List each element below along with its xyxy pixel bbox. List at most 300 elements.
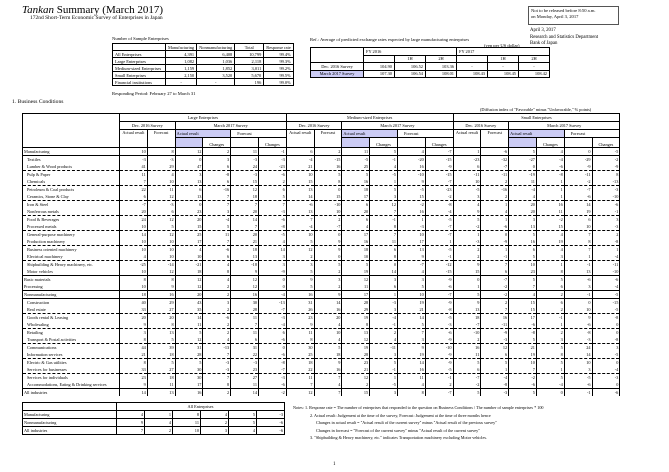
- table-row: [23, 246, 620, 254]
- cell: -23: [258, 163, 286, 171]
- cell: -18: [231, 261, 259, 269]
- cell: 108.45: [488, 70, 519, 78]
- cell: 3,011: [235, 65, 264, 72]
- cell: -6: [258, 171, 286, 179]
- cell: 10: [173, 427, 201, 435]
- page-subtitle: 172nd Short-Term Economic Survey of Enterprises in Japan: [30, 15, 163, 21]
- table-row: [23, 344, 620, 352]
- cell: 23: [175, 208, 203, 216]
- row-label: Business oriented machinery: [23, 246, 120, 254]
- table-row: [23, 291, 620, 299]
- cell: 4: [481, 208, 509, 216]
- cell: 13: [342, 329, 370, 337]
- cell: 9: [231, 268, 259, 276]
- cell: 2: [536, 329, 564, 337]
- cell: 28: [342, 351, 370, 359]
- cell: 5: [536, 374, 564, 382]
- cell: 21: [120, 351, 148, 359]
- section-title: 1. Business Conditions: [12, 99, 64, 105]
- row-label: Wholesaling: [23, 321, 120, 329]
- cell: -5: [370, 381, 398, 389]
- cell: Small Enterprises: [113, 72, 166, 79]
- row-label: Petroleum & Coal products: [23, 186, 120, 194]
- cell: 25: [175, 231, 203, 239]
- cell: 3: [201, 427, 229, 435]
- row-label: Processing: [23, 283, 120, 291]
- table-row: [23, 306, 620, 314]
- sample-table: [112, 43, 294, 86]
- cell: 5: [147, 359, 175, 367]
- forecast-header-current: Forecast: [397, 130, 453, 138]
- cell: 18: [147, 374, 175, 382]
- cell: 0: [258, 283, 286, 291]
- cell: 106.54: [395, 70, 426, 78]
- cell: 6: [342, 201, 370, 209]
- cell: -7: [453, 374, 481, 382]
- cell: 9: [286, 276, 314, 284]
- cell: -6: [481, 223, 509, 231]
- sample-col: Total: [235, 44, 264, 51]
- cell: 3: [175, 171, 203, 179]
- cell: -5: [453, 186, 481, 194]
- cell: 12: [286, 246, 314, 254]
- table-row: [23, 359, 620, 367]
- cell: -5: [397, 186, 425, 194]
- cell: 20: [175, 216, 203, 224]
- cell: 11: [342, 283, 370, 291]
- row-label: General-purpose machinery: [23, 231, 120, 239]
- cell: 10: [120, 223, 148, 231]
- cell: -5: [258, 231, 286, 239]
- cell: -8: [425, 306, 453, 314]
- cell: 10: [397, 231, 425, 239]
- group-medium: Medium-sized Enterprises: [286, 114, 453, 122]
- cell: 13: [286, 208, 314, 216]
- cell: 5: [397, 283, 425, 291]
- cell: 10: [314, 329, 342, 337]
- cell: 1: [453, 283, 481, 291]
- cell: -2: [453, 223, 481, 231]
- cell: 30: [286, 344, 314, 352]
- cell: 10: [120, 283, 148, 291]
- cell: 2,150: [166, 72, 197, 79]
- row-label: Services for individuals: [23, 374, 120, 382]
- cell: 16: [342, 238, 370, 246]
- cell: 3: [397, 336, 425, 344]
- cell: -7: [481, 276, 509, 284]
- table-row: [23, 231, 620, 239]
- cell: 1,852: [197, 65, 235, 72]
- cell: -20: [397, 156, 425, 164]
- cell: -1: [370, 216, 398, 224]
- responding-period: Responding Period: February 27 to March 31: [112, 91, 196, 96]
- cell: 1: [536, 321, 564, 329]
- cell: 14: [258, 246, 286, 254]
- cell: 0: [175, 156, 203, 164]
- cell: -9: [481, 329, 509, 337]
- cell: 14: [564, 201, 592, 209]
- cell: 7: [203, 193, 231, 201]
- cell: 5: [175, 359, 203, 367]
- cell: 7: [203, 238, 231, 246]
- cell: -8: [258, 223, 286, 231]
- cell: 7: [231, 223, 259, 231]
- cell: 5: [286, 283, 314, 291]
- cell: 2: [314, 283, 342, 291]
- cell: 2: [203, 148, 231, 156]
- cell: 29: [147, 299, 175, 307]
- cell: -6: [564, 276, 592, 284]
- row-label: Transport & Postal activities: [23, 336, 120, 344]
- cell: 2: [453, 246, 481, 254]
- cell: -9: [425, 276, 453, 284]
- cell: -: [197, 79, 235, 86]
- row-label: Electric & Gas utilities: [23, 359, 120, 367]
- cell: -5: [425, 246, 453, 254]
- cell: 12: [175, 276, 203, 284]
- release-notice: [528, 6, 619, 25]
- cell: 2: [536, 291, 564, 299]
- cell: 108.42: [519, 70, 550, 78]
- cell: 5: [453, 216, 481, 224]
- cell: 5: [314, 171, 342, 179]
- cell: 20: [147, 314, 175, 322]
- cell: -1: [564, 261, 592, 269]
- cell: 12: [231, 283, 259, 291]
- cell: 19: [397, 351, 425, 359]
- cell: 19: [509, 351, 537, 359]
- cell: 3: [370, 389, 398, 397]
- cell: -4: [536, 156, 564, 164]
- cell: 6: [342, 216, 370, 224]
- cell: 11: [231, 381, 259, 389]
- cell: 0: [592, 381, 620, 389]
- actual-result-header-current: Actual result: [175, 130, 231, 138]
- row-label: Services for businesses: [23, 366, 120, 374]
- group-small: Small Enterprises: [453, 114, 620, 122]
- cell: 18: [342, 186, 370, 194]
- cell: 27: [231, 374, 259, 382]
- cell: 17: [342, 291, 370, 299]
- note-2: 2. Actual result: Judgement at the time of the survey, Forecast: Judgement at the time of three months hence: [310, 412, 491, 418]
- cell: 24: [120, 216, 148, 224]
- cell: 2: [481, 178, 509, 186]
- table-row: [23, 163, 620, 171]
- actual-result-header: Actual result: [286, 130, 314, 148]
- cell: Medium-sized Enterprises: [113, 65, 166, 72]
- cell: -: [488, 63, 519, 71]
- note-2b: Changes in forecast = "Forecast of the current survey" minus "Actual result of the current survey": [316, 427, 480, 433]
- cell: -1: [564, 389, 592, 397]
- cell: 3: [370, 276, 398, 284]
- cell: -8: [592, 314, 620, 322]
- cell: 23: [342, 359, 370, 367]
- cell: -3: [258, 314, 286, 322]
- cell: 16: [231, 291, 259, 299]
- cell: 11: [286, 374, 314, 382]
- cell: 2: [203, 283, 231, 291]
- cell: 14: [120, 389, 148, 397]
- changes-header: Changes: [370, 138, 398, 148]
- actual-result-header: Actual result: [453, 130, 481, 148]
- cell: -1: [370, 156, 398, 164]
- cell: 7: [481, 306, 509, 314]
- cell: 11: [509, 178, 537, 186]
- cell: 20: [231, 231, 259, 239]
- cell: 1,036: [197, 58, 235, 65]
- cell: -7: [425, 291, 453, 299]
- cell: -9: [425, 163, 453, 171]
- cell: -16: [481, 186, 509, 194]
- cell: -10: [453, 329, 481, 337]
- cell: 14: [175, 314, 203, 322]
- cell: 18: [120, 291, 148, 299]
- cell: -5: [592, 148, 620, 156]
- cell: 9: [286, 321, 314, 329]
- cell: 10: [509, 261, 537, 269]
- cell: -16: [203, 186, 231, 194]
- table-row: [23, 216, 620, 224]
- cell: 0: [258, 344, 286, 352]
- row-label: Textiles: [23, 156, 120, 164]
- cell: 19: [564, 208, 592, 216]
- cell: 6: [564, 216, 592, 224]
- cell: 31: [231, 344, 259, 352]
- cell: 20: [342, 208, 370, 216]
- fx-corner: [311, 48, 364, 63]
- cell: -6: [564, 321, 592, 329]
- cell: -5: [425, 314, 453, 322]
- cell: 4: [397, 268, 425, 276]
- cell: -6: [286, 201, 314, 209]
- cell: 15: [175, 223, 203, 231]
- cell: 12: [342, 276, 370, 284]
- cell: 4: [536, 148, 564, 156]
- cell: 5: [370, 186, 398, 194]
- forecast-header-current: Forecast: [564, 130, 620, 138]
- table-row: [23, 208, 620, 216]
- cell: -9: [592, 163, 620, 171]
- cell: 5: [536, 276, 564, 284]
- cell: 5: [536, 359, 564, 367]
- table-row: [23, 381, 620, 389]
- changes-header: Changes: [258, 138, 286, 148]
- cell: 12: [342, 374, 370, 382]
- cell: 2: [536, 306, 564, 314]
- cell: 10: [509, 359, 537, 367]
- cell: 4: [203, 276, 231, 284]
- cell: 1: [564, 253, 592, 261]
- cell: 1: [536, 193, 564, 201]
- cell: -6: [592, 276, 620, 284]
- cell: -11: [481, 321, 509, 329]
- cell: 39: [147, 344, 175, 352]
- cell: -10: [397, 171, 425, 179]
- cell: 0: [536, 389, 564, 397]
- cell: 0: [481, 231, 509, 239]
- cell: -15: [314, 156, 342, 164]
- cell: 7: [231, 321, 259, 329]
- cell: 10: [342, 253, 370, 261]
- corner-cell: [23, 114, 120, 148]
- cell: -3: [231, 171, 259, 179]
- table-row: [23, 411, 285, 419]
- cell: 1: [536, 186, 564, 194]
- fx-label: Ref.: Average of predicted exchange rates expected by large manufacturing enterprises: [310, 37, 470, 42]
- cell: 9: [397, 178, 425, 186]
- cell: -5: [425, 216, 453, 224]
- cell: 9: [147, 283, 175, 291]
- cell: -5: [564, 374, 592, 382]
- cell: -1: [425, 253, 453, 261]
- cell: 11: [370, 238, 398, 246]
- mar-survey: March 2017 Survey: [175, 122, 286, 130]
- blank-cell: [564, 138, 592, 148]
- cell: 7: [509, 366, 537, 374]
- table-row: [23, 261, 620, 269]
- cell: -7: [425, 148, 453, 156]
- cell: 12: [147, 216, 175, 224]
- cell: 6: [536, 283, 564, 291]
- cell: 16: [314, 306, 342, 314]
- cell: -6: [257, 419, 285, 427]
- dec-survey: Dec. 2016 Survey: [286, 122, 342, 130]
- cell: 12: [231, 186, 259, 194]
- cell: 4: [342, 223, 370, 231]
- cell: 2: [481, 193, 509, 201]
- cell: 26: [286, 306, 314, 314]
- cell: 3: [203, 208, 231, 216]
- cell: -5: [425, 366, 453, 374]
- cell: 4: [509, 193, 537, 201]
- group-large: Large Enterprises: [120, 114, 287, 122]
- cell: 6: [120, 193, 148, 201]
- cell: 16: [397, 208, 425, 216]
- all-enterprises-header: All Enterprises: [117, 403, 285, 411]
- cell: All Enterprises: [113, 51, 166, 58]
- business-conditions-table: [22, 113, 620, 396]
- cell: -8: [536, 171, 564, 179]
- cell: -10: [314, 201, 342, 209]
- cell: -3: [147, 156, 175, 164]
- cell: -6: [509, 321, 537, 329]
- row-label: Information services: [23, 351, 120, 359]
- cell: 0: [592, 359, 620, 367]
- blank-cell: [397, 138, 425, 148]
- cell: -25: [120, 261, 148, 269]
- all-enterprises-table: [22, 402, 285, 435]
- cell: 30: [175, 374, 203, 382]
- cell: 3: [592, 344, 620, 352]
- cell: 7: [564, 246, 592, 254]
- cell: 0: [592, 321, 620, 329]
- cell: 2: [425, 381, 453, 389]
- cell: 11: [231, 329, 259, 337]
- cell: 6: [481, 268, 509, 276]
- table-row: [23, 329, 620, 337]
- cell: 108.43: [457, 70, 488, 78]
- cell: -14: [147, 261, 175, 269]
- cell: 10: [147, 253, 175, 261]
- cell: 10: [453, 178, 481, 186]
- cell: 8: [120, 276, 148, 284]
- cell: 8: [147, 321, 175, 329]
- cell: 3: [397, 276, 425, 284]
- cell: 7: [564, 231, 592, 239]
- cell: 11: [342, 148, 370, 156]
- cell: 18: [453, 314, 481, 322]
- organization: Bank of Japan: [530, 41, 558, 46]
- cell: 10: [120, 246, 148, 254]
- sample-label: Number of Sample Enterprises: [112, 36, 169, 41]
- cell: 5: [453, 291, 481, 299]
- cell: 6,408: [197, 51, 235, 58]
- cell: 5: [453, 389, 481, 397]
- cell: -7: [481, 163, 509, 171]
- cell: 6: [175, 186, 203, 194]
- cell: 6: [231, 336, 259, 344]
- highlight-cell: [175, 138, 203, 148]
- cell: 4: [117, 411, 145, 419]
- cell: 1: [370, 178, 398, 186]
- cell: 1: [536, 366, 564, 374]
- cell: 15: [509, 306, 537, 314]
- cell: 12: [175, 148, 203, 156]
- sample-row: [113, 65, 294, 72]
- cell: -6: [258, 336, 286, 344]
- cell: Financial institutions: [113, 79, 166, 86]
- cell: 3: [564, 366, 592, 374]
- cell: 5: [258, 193, 286, 201]
- cell: 40: [120, 299, 148, 307]
- cell: 28: [342, 299, 370, 307]
- cell: 22: [120, 186, 148, 194]
- cell: 20: [509, 201, 537, 209]
- cell: 16: [314, 163, 342, 171]
- cell: 6: [203, 178, 231, 186]
- actual-result-header: Actual result: [120, 130, 148, 148]
- cell: 3: [258, 261, 286, 269]
- cell: 2: [203, 329, 231, 337]
- cell: 10: [286, 231, 314, 239]
- cell: 11: [147, 186, 175, 194]
- cell: -: [457, 63, 488, 71]
- cell: -: [166, 79, 197, 86]
- cell: 4: [203, 261, 231, 269]
- cell: 20: [509, 208, 537, 216]
- row-label: Manufacturing: [23, 411, 117, 419]
- row-label: Goods rental & Leasing: [23, 314, 120, 322]
- cell: -4: [203, 216, 231, 224]
- row-label: Pulp & Paper: [23, 171, 120, 179]
- cell: 19: [536, 238, 564, 246]
- cell: 1: [397, 216, 425, 224]
- cell: 14: [564, 351, 592, 359]
- cell: 1: [536, 261, 564, 269]
- cell: 12: [147, 268, 175, 276]
- cell: 2: [203, 321, 231, 329]
- fx-2h: 2H: [426, 55, 457, 63]
- cell: 7: [203, 374, 231, 382]
- cell: -4: [592, 253, 620, 261]
- cell: 17: [342, 193, 370, 201]
- cell: 7: [286, 216, 314, 224]
- cell: 10: [397, 291, 425, 299]
- cell: 0: [564, 299, 592, 307]
- fx-fy2017: FY 2017: [457, 48, 550, 56]
- cell: 3: [370, 306, 398, 314]
- cell: 5: [481, 359, 509, 367]
